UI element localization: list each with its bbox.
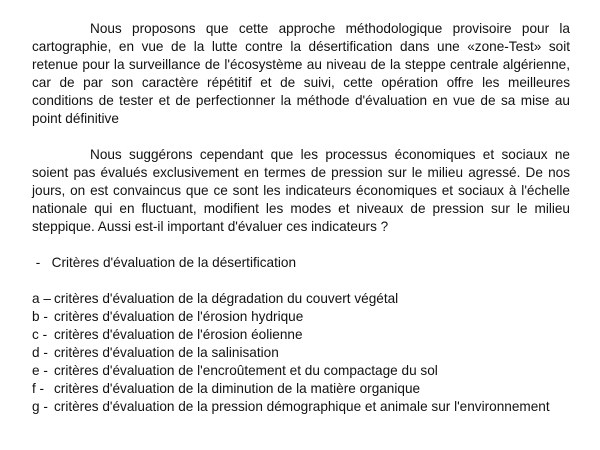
list-item-text: critères d'évaluation de la diminution de la matière organique xyxy=(54,381,421,396)
list-marker: c - xyxy=(32,327,48,342)
list-item-text: critères d'évaluation de l'encroûtement et du compactage du sol xyxy=(54,363,438,378)
list-marker: a – xyxy=(32,291,51,306)
paragraph-text: Nous suggérons cependant que les processus économiques et sociaux ne soient pas évalués exclusivement en termes de pression sur le milieu agressé. De nos jours, on est convaincus que ce sont les indicateurs économiques et sociaux à l'échelle nationale qui en fluctuant, modifient les modes et niveaux de pression sur le milieu steppique. Aussi est-il important d'évaluer ces indicateurs ? xyxy=(32,147,570,234)
list-marker: f - xyxy=(32,381,45,396)
criteria-list xyxy=(32,290,572,416)
list-marker: b - xyxy=(32,309,48,324)
list-item-text: critères d'évaluation de la dégradation du couvert végétal xyxy=(54,291,399,306)
list-marker: d - xyxy=(32,345,48,360)
list-item xyxy=(32,308,572,326)
paragraph-text: Nous proposons que cette approche méthodologique provisoire pour la cartographie, en vue de la lutte contre la désertification dans une «zone-Test» soit retenue pour la surveillance de l'écosystème au niveau de la steppe centrale algérienne, car de par son caractère répétitif et de suivi, cette opération offre les meilleures conditions de tester et de perfectionner la méthode d'évaluation en vue de sa mise au point définitive xyxy=(32,21,570,126)
list-marker: e - xyxy=(32,363,48,378)
list-item xyxy=(32,362,572,380)
list-item xyxy=(32,326,572,344)
list-item xyxy=(32,398,572,416)
criteria-heading: - Critères d'évaluation de la désertification xyxy=(32,255,297,270)
list-item xyxy=(32,380,572,398)
list-item-text: critères d'évaluation de la salinisation xyxy=(54,345,279,360)
list-item xyxy=(32,344,572,362)
list-item xyxy=(32,290,572,308)
paragraph-socioeconomic xyxy=(32,146,570,236)
list-item-text: critères d'évaluation de l'érosion éolienne xyxy=(54,327,303,342)
list-marker: g - xyxy=(32,399,48,414)
list-item-text: critères d'évaluation de l'érosion hydrique xyxy=(54,309,304,324)
paragraph-methodology xyxy=(32,20,570,128)
list-item-text: critères d'évaluation de la pression démographique et animale sur l'environnement xyxy=(54,399,550,414)
